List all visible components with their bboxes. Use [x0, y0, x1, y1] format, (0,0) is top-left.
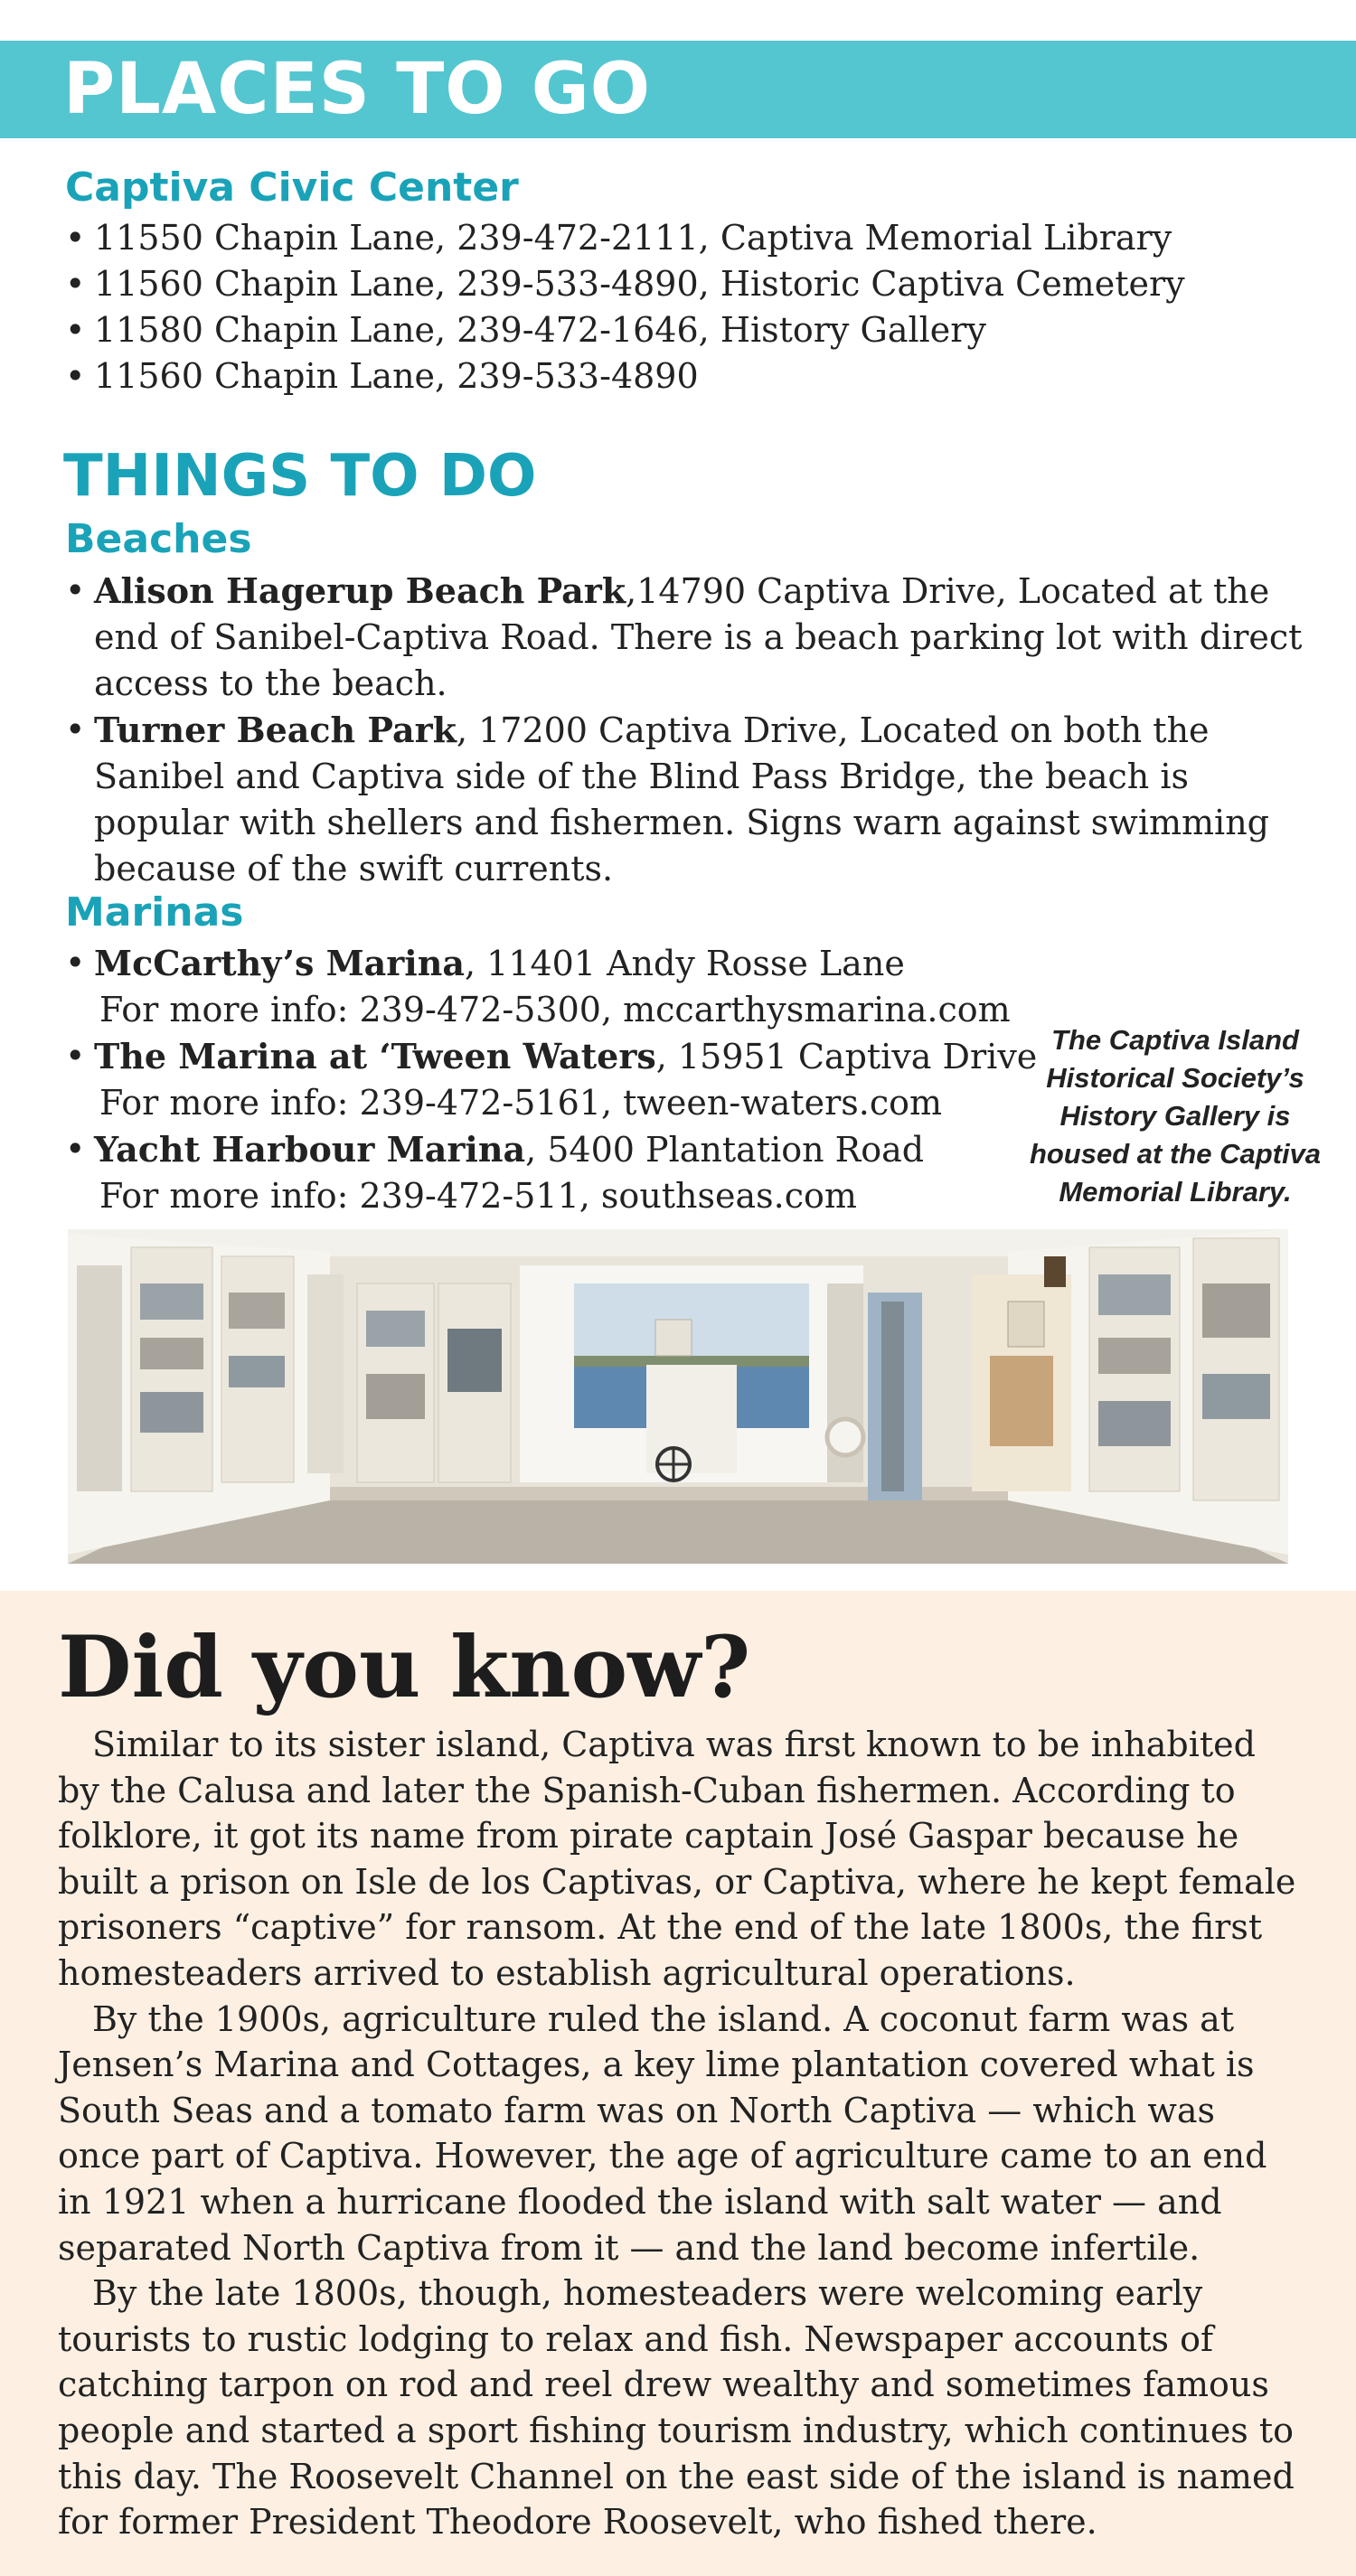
marina-name: McCarthy’s Marina [94, 943, 465, 983]
list-item: • 11560 Chapin Lane, 239-533-4890, Historic Captiva Cemetery [63, 261, 1185, 307]
beaches-list [63, 568, 1323, 892]
list-item [63, 940, 1043, 1033]
list-item: • 11550 Chapin Lane, 239-472-2111, Captiva Memorial Library [63, 215, 1185, 261]
paragraph: Similar to its sister island, Captiva was first known to be inhabited by the Calusa and later the Spanish-Cuban fishermen. According to folklore, it got its name from pirate captain José Gaspar because he built a prison on Isle de los Captivas, or Captiva, where he kept female prisoners “captive” for ransom. At the end of the late 1800s, the first homesteaders arrived to establish agricultural operations. [58, 1725, 1296, 1993]
list-item: • 11580 Chapin Lane, 239-472-1646, History Gallery [63, 307, 1185, 353]
civic-center-list [63, 215, 1185, 400]
marina-address: , 15951 Captiva Drive [655, 1037, 1038, 1076]
paragraph: By the 1900s, agriculture ruled the island. A coconut farm was at Jensen’s Marina and Cottages, a key lime plantation covered what is South Seas and a tomato farm was on North Captiva — which was once part of Captiva. However, the age of agriculture came to an end in 1921 when a hurricane flooded the island with salt water — and separated North Captiva from it — and the land become infertile. [58, 1998, 1267, 2268]
civic-center-title: Captiva Civic Center [65, 165, 519, 211]
list-item [63, 1033, 1043, 1126]
places-banner [0, 41, 1356, 138]
marina-name: The Marina at ‘Tween Waters [94, 1036, 656, 1076]
marina-info: For more info: 239-472-5161, tween-waters.com [99, 1083, 943, 1123]
beaches-title: Beaches [65, 516, 252, 562]
paragraph: By the late 1800s, though, homesteaders were welcoming early tourists to rustic lodging to relax and fish. Newspaper accounts of catching tarpon on rod and reel drew wealthy and sometimes famous people and started a sport fishing tourism industry, which continues to this day. The Roosevelt Channel on the east side of the island is named for former President Theodore Roosevelt, who fished there. [58, 2273, 1295, 2543]
marinas-list [63, 940, 1043, 1219]
things-heading: THINGS TO DO [63, 443, 537, 510]
list-item: • 11560 Chapin Lane, 239-533-4890 [63, 353, 1185, 400]
list-item [63, 1126, 1043, 1219]
marina-address: , 11401 Andy Rosse Lane [464, 944, 905, 983]
marinas-title: Marinas [65, 889, 244, 935]
list-item [63, 568, 1323, 707]
did-you-know-body [58, 1722, 1301, 2545]
marina-info: For more info: 239-472-511, southseas.com [99, 1176, 857, 1216]
beach-name: Turner Beach Park [94, 710, 457, 750]
did-you-know-section [0, 1591, 1356, 2576]
marina-address: , 5400 Plantation Road [525, 1130, 925, 1170]
list-item [63, 707, 1323, 892]
marina-name: Yacht Harbour Marina [94, 1129, 526, 1170]
beach-description: , 17200 Captiva Drive, Located on both the Sanibel and Captiva side of the Blind Pass Bridge, the beach is popular with shellers and fishermen. Signs warn against swimming because of the swift currents. [94, 710, 1269, 888]
did-you-know-heading: Did you know? [58, 1618, 751, 1717]
beach-description: ,14790 Captiva Drive, Located at the end of Sanibel-Captiva Road. There is a beach parking lot with direct access to the beach. [94, 571, 1303, 703]
photo-caption: The Captiva Island Historical Society’s History Gallery is housed at the Captiva Memorial Library. [1029, 1024, 1322, 1208]
marina-info: For more info: 239-472-5300, mccarthysmarina.com [99, 990, 1011, 1029]
beach-name: Alison Hagerup Beach Park [94, 570, 626, 611]
places-heading: PLACES TO GO [63, 49, 652, 130]
history-gallery-photo [68, 1229, 1288, 1564]
